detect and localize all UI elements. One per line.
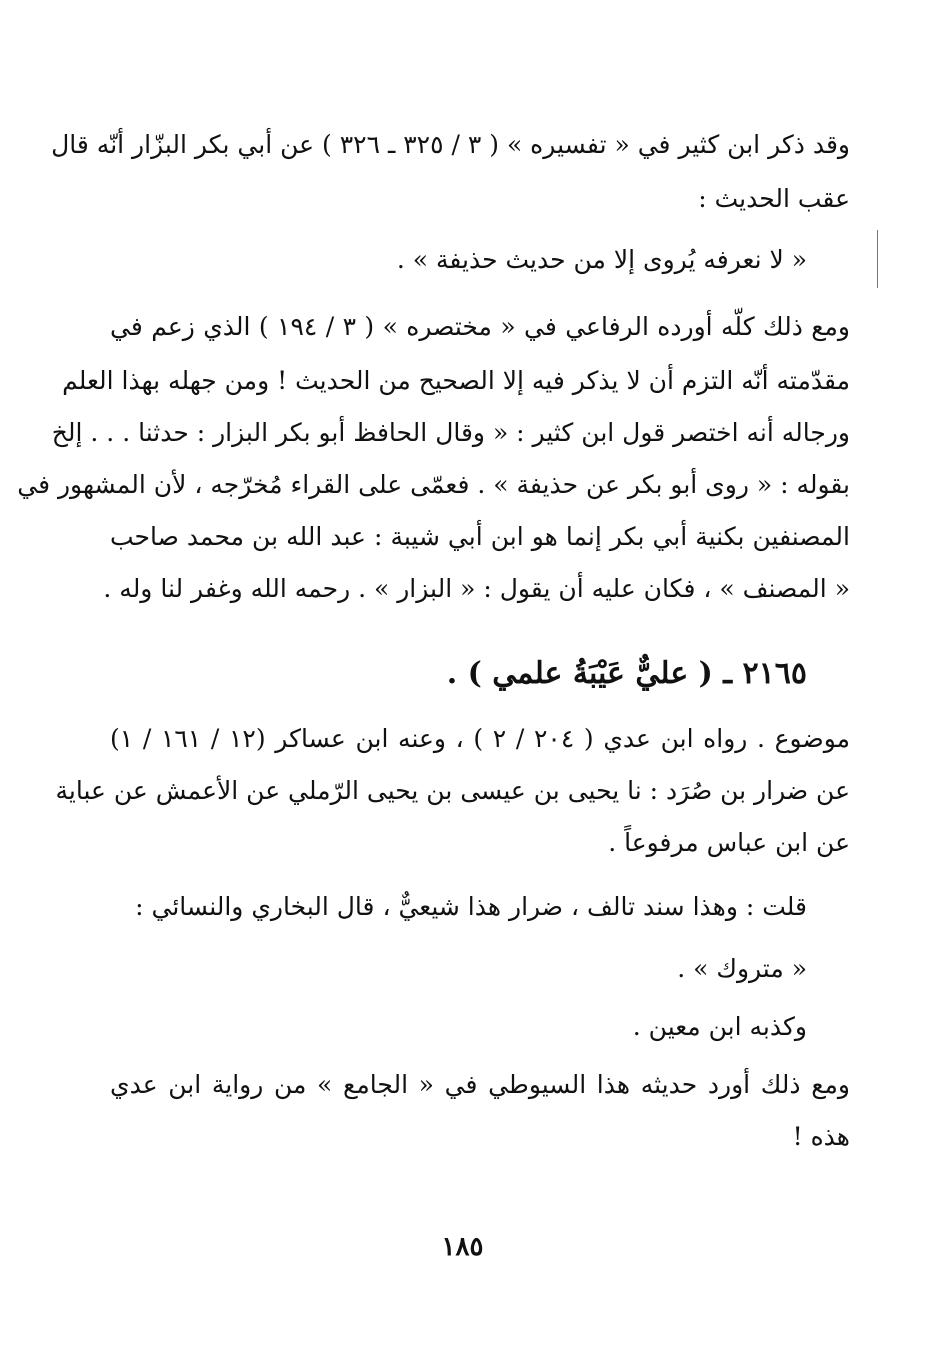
text-line-7: بقوله : « روى أبو بكر عن حذيفة » . فعمّى على القراء مُخرّجه ، لأن المشهور في	[17, 470, 850, 499]
text-line-9: « المصنف » ، فكان عليه أن يقول : « البزار » . رحمه الله وغفر لنا وله .	[103, 574, 850, 603]
text-line-14: « متروك » .	[677, 954, 807, 983]
text-line-12: عن ابن عباس مرفوعاً .	[608, 828, 850, 857]
text-line-10: موضوع . رواه ابن عدي ( ٢٠٤ / ٢ ) ، وعنه ابن عساكر (١٢ / ١٦١ / ١)	[110, 724, 850, 753]
page-number: ١٨٥	[441, 1232, 484, 1262]
text-line-17: هذه !	[792, 1122, 850, 1151]
text-line-15: وكذبه ابن معين .	[632, 1012, 807, 1041]
text-line-4: ومع ذلك كلّه أورده الرفاعي في « مختصره » ( ٣ / ١٩٤ ) الذي زعم في	[110, 312, 850, 341]
text-line-13: قلت : وهذا سند تالف ، ضرار هذا شيعيٌّ ، قال البخاري والنسائي :	[135, 892, 807, 921]
text-line-16: ومع ذلك أورد حديثه هذا السيوطي في « الجامع » من رواية ابن عدي	[110, 1070, 850, 1099]
margin-rule	[877, 230, 878, 288]
text-line-8: المصنفين بكنية أبي بكر إنما هو ابن أبي شيبة : عبد الله بن محمد صاحب	[110, 522, 850, 551]
text-line-2: عقب الحديث :	[698, 184, 850, 213]
text-line-5: مقدّمته أنّه التزم أن لا يذكر فيه إلا الصحيح من الحديث ! ومن جهله بهذا العلم	[62, 366, 850, 395]
text-line-1: وقد ذكر ابن كثير في « تفسيره » ( ٣ / ٣٢٥ ـ ٣٢٦ ) عن أبي بكر البزّار أنّه قال	[51, 130, 850, 159]
hadith-heading: ٢١٦٥ ـ ( عليٌّ عَيْبَةُ علمي ) .	[446, 656, 807, 691]
text-line-6: ورجاله أنه اختصر قول ابن كثير : « وقال الحافظ أبو بكر البزار : حدثنا . . . إلخ	[51, 418, 850, 447]
quote-line: « لا نعرفه يُروى إلا من حديث حذيفة » .	[396, 245, 807, 274]
text-line-11: عن ضرار بن صُرَد : نا يحيى بن عيسى بن يحيى الرّملي عن الأعمش عن عباية	[55, 776, 850, 805]
